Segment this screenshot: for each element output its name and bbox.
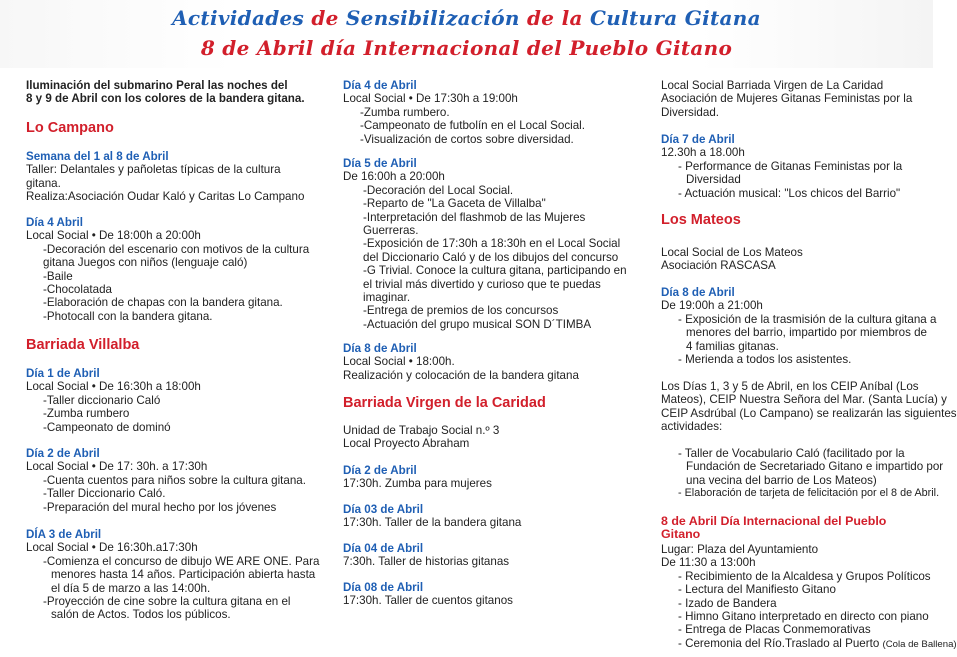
event-caridad-dia-8: Día 08 de Abril 17:30h. Taller de cuentos gitanos: [343, 581, 513, 608]
event-caridad-dia-4: Día 04 de Abril 7:30h. Taller de historias gitanas: [343, 542, 510, 569]
ceip-activities-list: - Taller de Vocabulario Caló (facilitado por la Fundación de Secretariado Gitano e impartido por una vecina del barrio de Los Mateos) - Elaboración de tarjeta de felicitación por el 8 de Abril.: [678, 447, 944, 500]
page-subtitle: 8 de Abril día Internacional del Pueblo Gitano: [200, 36, 733, 60]
event-caridad-dia-3: Día 03 de Abril 17:30h. Taller de la bandera gitana: [343, 503, 522, 530]
section-title-villalba: Barriada Villalba: [26, 337, 140, 353]
page-title: Actividades de Sensibilización de la Cultura Gitana: [172, 6, 761, 30]
mateos-location: Local Social de Los Mateos Asociación RASCASA: [661, 246, 803, 273]
event-mateos-dia-8: Día 8 de Abril De 19:00h a 21:00h - Exposición de la trasmisión de la cultura gitana a menores del barrio, impartido por miembros de 4 familias gitanas. - Merienda a todos los asistentes.: [661, 286, 937, 367]
event-semana-1-8: Semana del 1 al 8 de Abril Taller: Delantales y pañoletas típicas de la cultura gitana. Realiza:Asociación Oudar Kaló y Caritas Lo Campano: [26, 150, 305, 204]
section-title-caridad: Barriada Virgen de la Caridad: [343, 395, 546, 411]
header-banner: [0, 0, 933, 68]
event-caridad-dia-7: Día 7 de Abril 12.30h a 18.00h - Performance de Gitanas Feministas por la Diversidad - Actuación musical: "Los chicos del Barrio": [661, 133, 903, 200]
section-title-dia-internacional: 8 de Abril Día Internacional del Pueblo Gitano: [661, 514, 887, 542]
event-caridad-dia-2: Día 2 de Abril 17:30h. Zumba para mujeres: [343, 464, 492, 491]
event-villalba-dia-4: Día 4 de Abril Local Social • De 17:30h a 19:00h -Zumba rumbero. -Campeonato de futbolín en el Local Social. -Visualización de cortos sobre diversidad.: [343, 79, 585, 146]
event-villalba-dia-5: Día 5 de Abril De 16:00h a 20:00h -Decoración del Local Social. -Reparto de "La Gaceta de Villalba" -Interpretación del flashmob de las Mujeres Guerreras. -Exposición de 17:30h a 18:30h en el Local Social del Diccionario Caló y de los dibujos del concurso -G Trivial. Conoce la cultura gitana, participando en el trivial más divertido y curioso que te puedas imaginar. -Entrega de premios de los concursos -Actuación del grupo musical SON D´TIMBA: [343, 157, 627, 331]
event-villalba-dia-8: Día 8 de Abril Local Social • 18:00h. Realización y colocación de la bandera gitana: [343, 342, 579, 382]
ceip-activities-text: Los Días 1, 3 y 5 de Abril, en los CEIP Aníbal (Los Mateos), CEIP Nuestra Señora del Mar. (Santa Lucía) y CEIP Asdrúbal (Lo Campano) se realizarán las siguientes actividades:: [661, 380, 957, 434]
event-villalba-dia-3: DÍA 3 de Abril Local Social • De 16:30h.a17:30h -Comienza el concurso de dibujo WE ARE ONE. Para menores hasta 14 años. Participación abierta hasta el día 5 de marzo a las 14:00h. -Proyección de cine sobre la cultura gitana en el salón de Actos. Todos los públicos.: [26, 528, 320, 622]
event-villalba-dia-2: Día 2 de Abril Local Social • De 17: 30h. a 17:30h -Cuenta cuentos para niños sobre la cultura gitana. -Taller Diccionario Caló. -Preparación del mural hecho por los jóvenes: [26, 447, 306, 514]
event-villalba-dia-1: Día 1 de Abril Local Social • De 16:30h a 18:00h -Taller diccionario Caló -Zumba rumbero -Campeonato de dominó: [26, 367, 201, 434]
caridad-association: Local Social Barriada Virgen de La Caridad Asociación de Mujeres Gitanas Feministas por la Diversidad.: [661, 79, 913, 119]
caridad-location: Unidad de Trabajo Social n.º 3 Local Proyecto Abraham: [343, 424, 500, 451]
event-campano-dia-4: Día 4 Abril Local Social • De 18:00h a 20:00h -Decoración del escenario con motivos de la cultura gitana Juegos con niños (lenguaje caló) -Baile -Chocolatada -Elaboración de chapas con la bandera gitana. -Photocall con la bandera gitana.: [26, 216, 310, 323]
intro-text: Iluminación del submarino Peral las noches del 8 y 9 de Abril con los colores de la bandera gitana.: [26, 79, 305, 106]
event-dia-internacional: Lugar: Plaza del Ayuntamiento De 11:30 a 13:00h - Recibimiento de la Alcaldesa y Grupos Políticos - Lectura del Manifiesto Gitano - Izado de Bandera - Himno Gitano interpretado en directo con piano - Entrega de Placas Conmemorativas - Ceremonia del Río.Traslado al Puerto (Cola de Ballena): [661, 543, 957, 650]
section-title-lo-campano: Lo Campano: [26, 120, 114, 136]
section-title-los-mateos: Los Mateos: [661, 212, 741, 228]
